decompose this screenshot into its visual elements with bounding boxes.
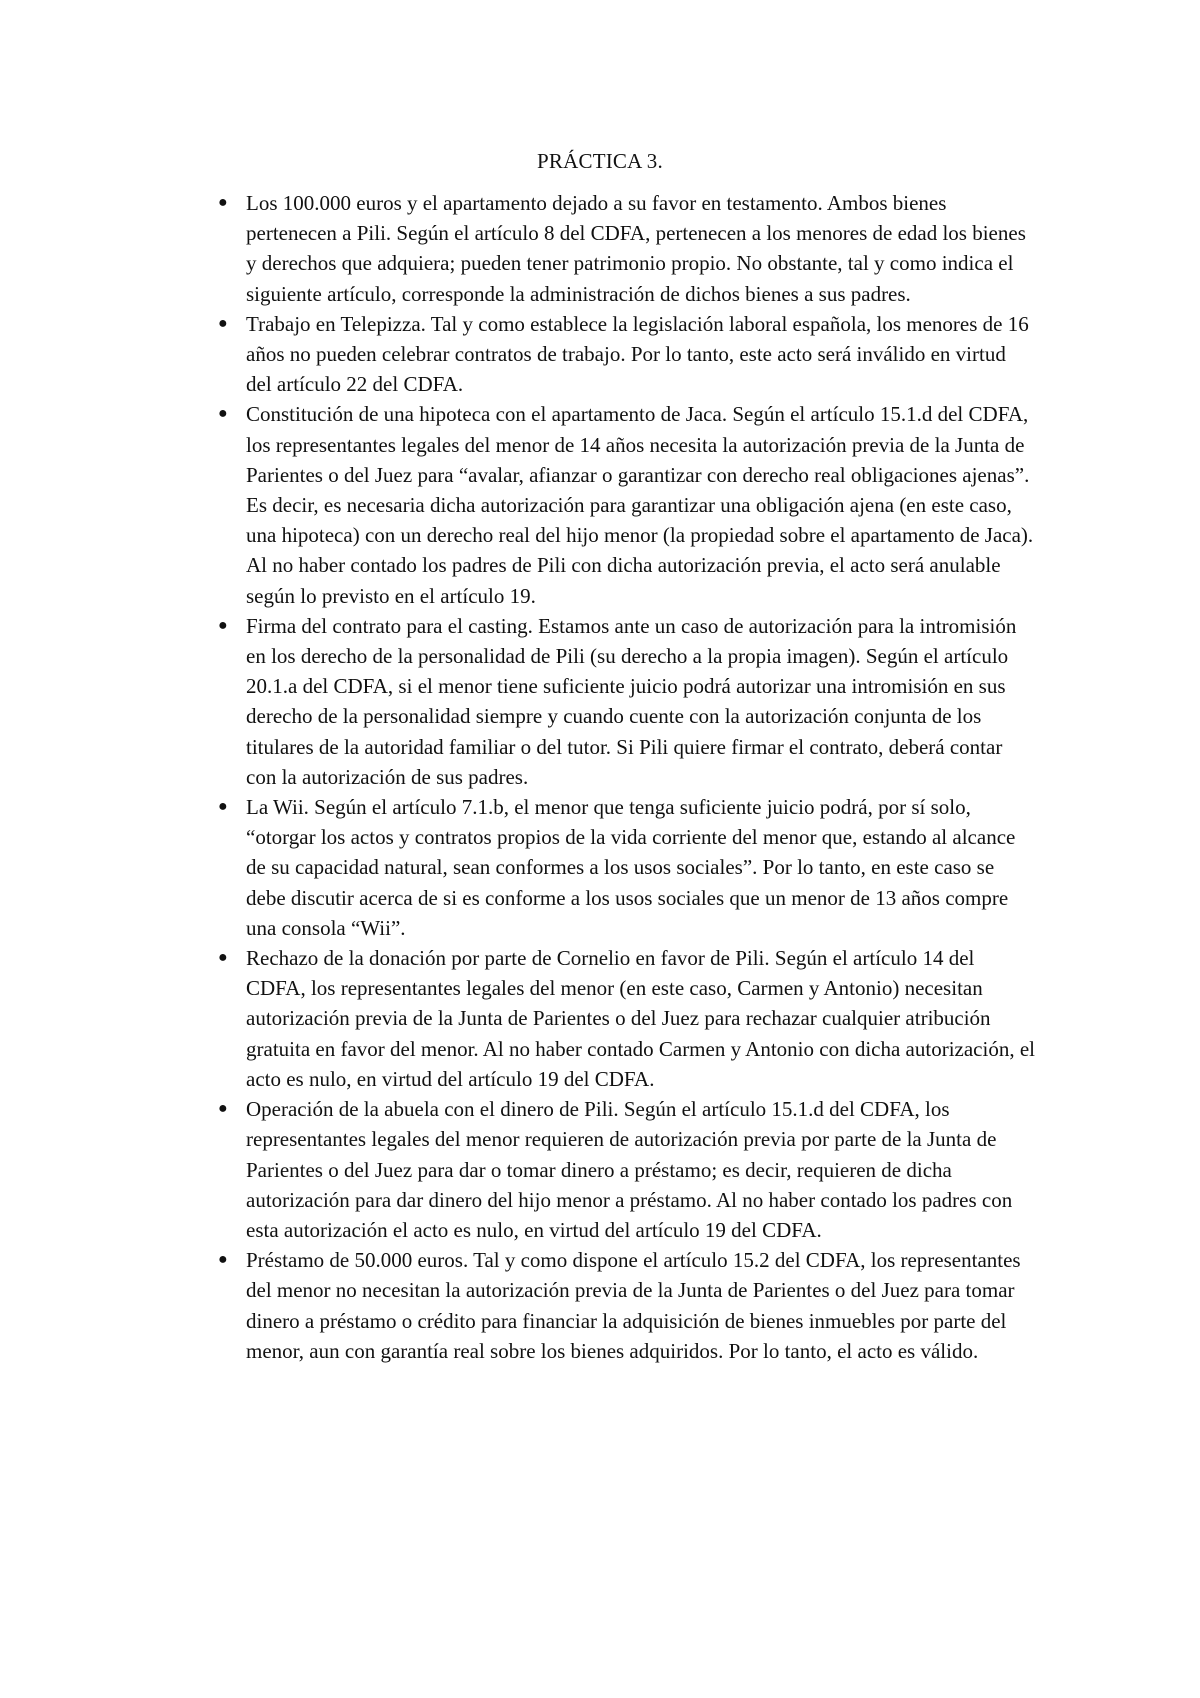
bullet-icon: ● xyxy=(218,194,228,211)
list-item-text: Firma del contrato para el casting. Estamos ante un caso de autorización para la intromisión en los derecho de la personalidad de Pili (su derecho a la propia imagen). Según el artículo 20.1.a del CDFA, si el menor tiene suficiente juicio podrá autorizar una intromisión en sus derecho de la personalidad siempre y cuando cuente con la autorización conjunta de los titulares de la autoridad familiar o del tutor. Si Pili quiere firmar el contrato, deberá contar con la autorización de sus padres. xyxy=(246,613,1017,789)
list-item-mortgage xyxy=(218,399,1036,610)
bullet-icon: ● xyxy=(218,1100,228,1118)
bullet-icon: ● xyxy=(218,314,228,332)
list-item-casting-contract xyxy=(218,611,1036,792)
bullet-icon: ● xyxy=(218,1251,228,1269)
list-item-telepizza-job xyxy=(218,309,1036,400)
bullet-icon: ● xyxy=(218,616,228,634)
list-item-text: Los 100.000 euros y el apartamento dejado a su favor en testamento. Ambos bienes pertenecen a Pili. Según el artículo 8 del CDFA, pertenecen a los menores de edad los bienes y derechos que adquiera; pueden tener patrimonio propio. No obstante, tal y como indica el siguiente artículo, corresponde la administración de dichos bienes a sus padres. xyxy=(246,191,1026,306)
list-item-text: Constitución de una hipoteca con el apartamento de Jaca. Según el artículo 15.1.d del CDFA, los representantes legales del menor de 14 años necesita la autorización previa de la Junta de Parientes o del Juez para “avalar, afianzar o garantizar con derecho real obligaciones ajenas”. Es decir, es necesaria dicha autorización para garantizar una obligación ajena (en este caso, una hipoteca) con un derecho real del hijo menor (la propiedad sobre el apartamento de Jaca). Al no haber contado los padres de Pili con dicha autorización previa, el acto será anulable según lo previsto en el artículo 19. xyxy=(246,402,1034,608)
case-list xyxy=(218,188,1036,1366)
list-item-text: Préstamo de 50.000 euros. Tal y como dispone el artículo 15.2 del CDFA, los representantes del menor no necesitan la autorización previa de la Junta de Parientes o del Juez para tomar dinero a préstamo o crédito para financiar la adquisición de bienes inmuebles por parte del menor, aun con garantía real sobre los bienes adquiridos. Por lo tanto, el acto es válido. xyxy=(246,1248,1021,1363)
list-item-50000-loan xyxy=(218,1245,1036,1366)
list-item-text: Operación de la abuela con el dinero de Pili. Según el artículo 15.1.d del CDFA, los representantes legales del menor requieren de autorización previa por parte de la Junta de Parientes o del Juez para dar o tomar dinero a préstamo; es decir, requieren de dicha autorización para dar dinero del hijo menor a préstamo. Al no haber contado los padres con esta autorización el acto es nulo, en virtud del artículo 19 del CDFA. xyxy=(246,1097,1013,1242)
list-item-donation-rejection xyxy=(218,943,1036,1094)
list-item-text: Trabajo en Telepizza. Tal y como establece la legislación laboral española, los menores de 16 años no pueden celebrar contratos de trabajo. Por lo tanto, este acto será inválido en virtud del artículo 22 del CDFA. xyxy=(246,311,1029,397)
list-item-text: Rechazo de la donación por parte de Cornelio en favor de Pili. Según el artículo 14 del CDFA, los representantes legales del menor (en este caso, Carmen y Antonio) necesitan autorización previa de la Junta de Parientes o del Juez para rechazar cualquier atribución gratuita en favor del menor. Al no haber contado Carmen y Antonio con dicha autorización, el acto es nulo, en virtud del artículo 19 del CDFA. xyxy=(246,946,1035,1091)
bullet-icon: ● xyxy=(218,405,228,423)
bullet-icon: ● xyxy=(218,798,228,816)
list-item-grandmother-loan xyxy=(218,1094,1036,1245)
list-item-text: La Wii. Según el artículo 7.1.b, el menor que tenga suficiente juicio podrá, por sí solo, “otorgar los actos y contratos propios de la vida corriente del menor que, estando al alcance de su capacidad natural, sean conformes a los usos sociales”. Por lo tanto, en este caso se debe discutir acerca de si es conforme a los usos sociales que un menor de 13 años compre una consola “Wii”. xyxy=(246,795,1016,940)
document-title: PRÁCTICA 3. xyxy=(537,149,663,173)
list-item-wii xyxy=(218,792,1036,943)
bullet-icon: ● xyxy=(218,949,228,967)
list-item-inheritance xyxy=(218,188,1036,309)
